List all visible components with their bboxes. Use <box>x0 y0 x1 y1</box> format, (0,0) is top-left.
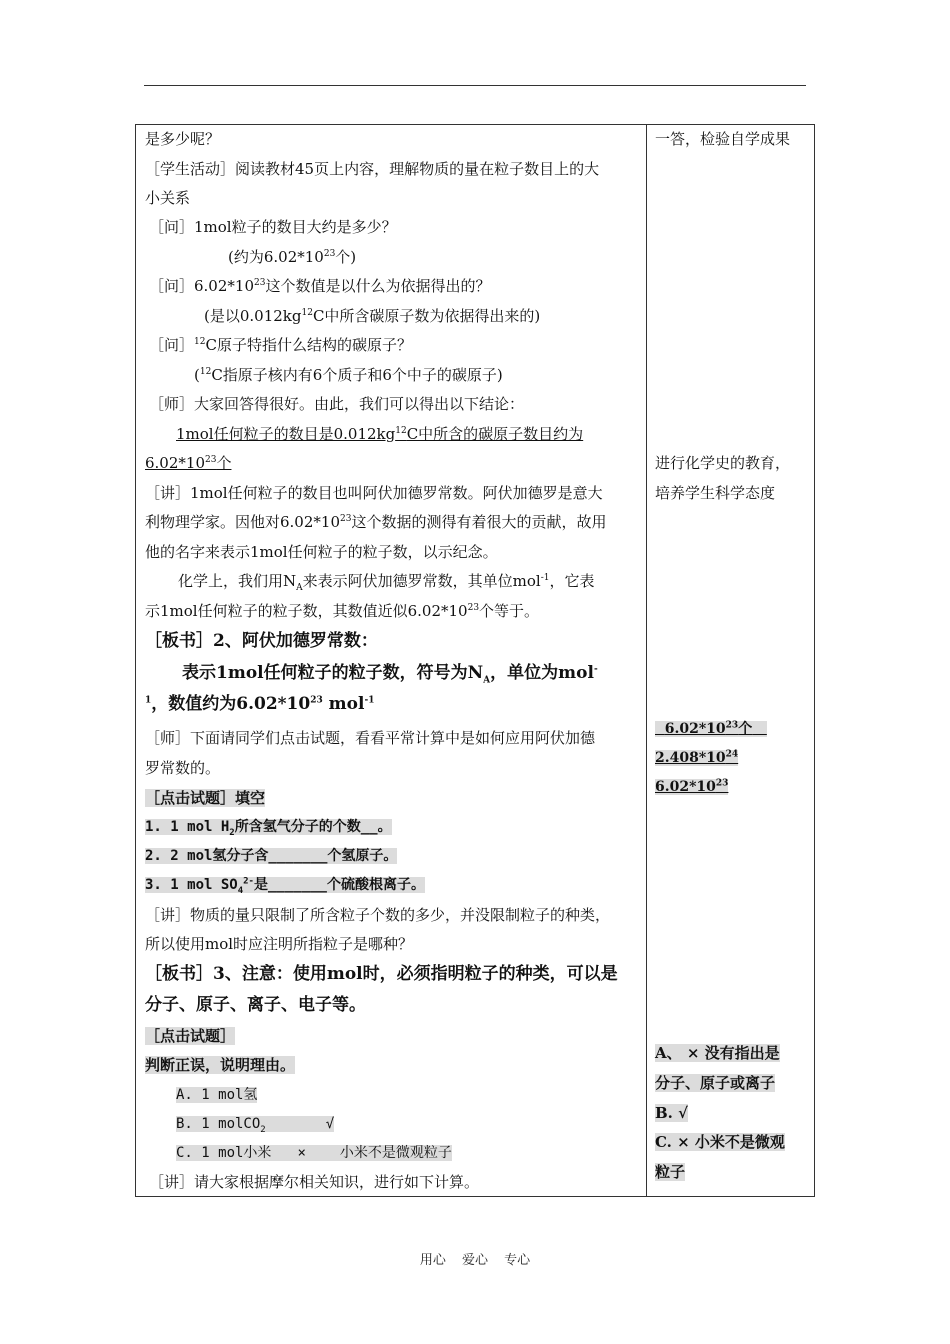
option-a: A. 1 mol氢 <box>176 1087 258 1103</box>
text-line: 是多少呢？ <box>145 130 221 148</box>
exercise-item: 2. 2 mol氢分子含_______个氢原子。 <box>145 848 398 864</box>
answer-3: ($^{12}$C指原子核内有6个质子和6个中子的碳原子) <box>194 366 503 384</box>
answer-2: (是以$0.012kg^{12}C$中所含碳原子数为依据得出来的) <box>204 307 541 325</box>
judgement-answer: B. √ <box>655 1104 688 1122</box>
lecture-line: ［讲］请大家根据摩尔相关知识，进行如下计算。 <box>149 1173 480 1191</box>
judgement-answer: C. × 小米不是微观 <box>655 1133 785 1151</box>
lecture-line: 利物理学家。因他对$6.02*10^{23}$这个数据的测得有着很大的贡献，故用 <box>145 513 607 531</box>
question-1: ［问］1mol粒子的数目大约是多少？ <box>149 218 397 236</box>
teacher-remark: ［师］大家回答得很好。由此，我们可以得出以下结论： <box>149 395 525 413</box>
question-3: ［问］$^{12}$C原子特指什么结构的碳原子？ <box>149 336 412 354</box>
student-activity-tag: ［学生活动］ <box>145 160 236 178</box>
note-line: 一答，检验自学成果 <box>655 130 791 148</box>
cross-icon: × <box>297 1145 306 1161</box>
board-heading: ［板书］2、阿伏加德罗常数： <box>145 631 378 651</box>
conclusion-line-2: $6.02*10^{23}$个 <box>145 454 232 472</box>
exercise-item: 3. 1 mol $SO_4^{2-}$是_______个硫酸根离子。 <box>145 876 425 896</box>
column-divider <box>646 125 647 1196</box>
board-text: 表示1mol任何粒子的粒子数，符号为$N_A$，单位为mol- <box>182 663 598 686</box>
exercise-heading: ［点击试题］填空 <box>145 789 266 807</box>
note-line: 培养学生科学态度 <box>655 484 776 502</box>
question-2: ［问$]6.02*10^{23}$这个数值是以什么为依据得出的？ <box>149 277 491 295</box>
note-line: 进行化学史的教育， <box>655 454 791 472</box>
lecture-line: ［讲］1mol任何粒子的数目也叫阿伏加德罗常数。阿伏加德罗是意大 <box>145 484 603 502</box>
option-b: B. 1 molCO$_2$ √ <box>176 1116 335 1135</box>
text-line: 示1mol任何粒子的粒子数，其数值近似$6.02*10^{23}$个等于。 <box>145 602 540 620</box>
exercise-prompt: 判断正误，说明理由。 <box>145 1056 296 1074</box>
lecture-line: 他的名字来表示1mol任何粒子的粒子数，以示纪念。 <box>145 543 498 561</box>
judgement-answer: 分子、原子或离子 <box>655 1074 776 1092</box>
answer-fill-3: $6.02*10^{23}$ <box>655 778 729 795</box>
answer-fill-2: $2.408*10^{24}$ <box>655 749 739 766</box>
answer-fill-1: $6.02*10^{23}$个 <box>655 719 767 739</box>
lecture-line: ［讲］物质的量只限制了所含粒子个数的多少，并没限制粒子的种类， <box>145 906 611 924</box>
text-line: 化学上，我们用$N_A$来表示阿伏加德罗常数，其单位mol$^{-1}$，它表 <box>178 572 595 593</box>
header-rule <box>144 85 806 86</box>
answer-1: (约为$6.02*10^{23}$个) <box>228 248 357 266</box>
board-text: $^1$，数值约为$6.02*10^{23}$ mol$^{-1}$ <box>145 694 375 714</box>
student-activity-line: ［学生活动］阅读教材45页上内容，理解物质的量在粒子数目上的大 <box>145 160 600 178</box>
exercise-item: 1. 1 mol $H_2$所含氢气分子的个数__。 <box>145 819 392 838</box>
board-heading: ［板书］3、注意：使用mol时，必须指明粒子的种类，可以是 <box>145 964 618 984</box>
lecture-line: 所以使用mol时应注明所指粒子是哪种？ <box>145 935 414 953</box>
check-icon: √ <box>325 1116 335 1132</box>
page-footer: 用心 爱心 专心 <box>419 1253 531 1268</box>
teacher-remark: 罗常数的。 <box>145 759 221 777</box>
board-text: 分子、原子、离子、电子等。 <box>145 995 366 1015</box>
text-line: 小关系 <box>145 189 191 207</box>
exercise-heading: ［点击试题］ <box>145 1027 236 1045</box>
conclusion-line-1: 1mol任何粒子的数目是$0.012kg^{12}C$中所含的碳原子数目约为 <box>176 425 584 443</box>
judgement-answer: 粒子 <box>655 1163 686 1181</box>
lesson-table <box>135 124 815 1197</box>
judgement-answer: A、 × 没有指出是 <box>655 1044 780 1062</box>
teacher-remark: ［师］下面请同学们点击试题，看看平常计算中是如何应用阿伏加德 <box>145 729 596 747</box>
option-c: C. 1 mol小米 × 小米不是微观粒子 <box>176 1145 452 1161</box>
